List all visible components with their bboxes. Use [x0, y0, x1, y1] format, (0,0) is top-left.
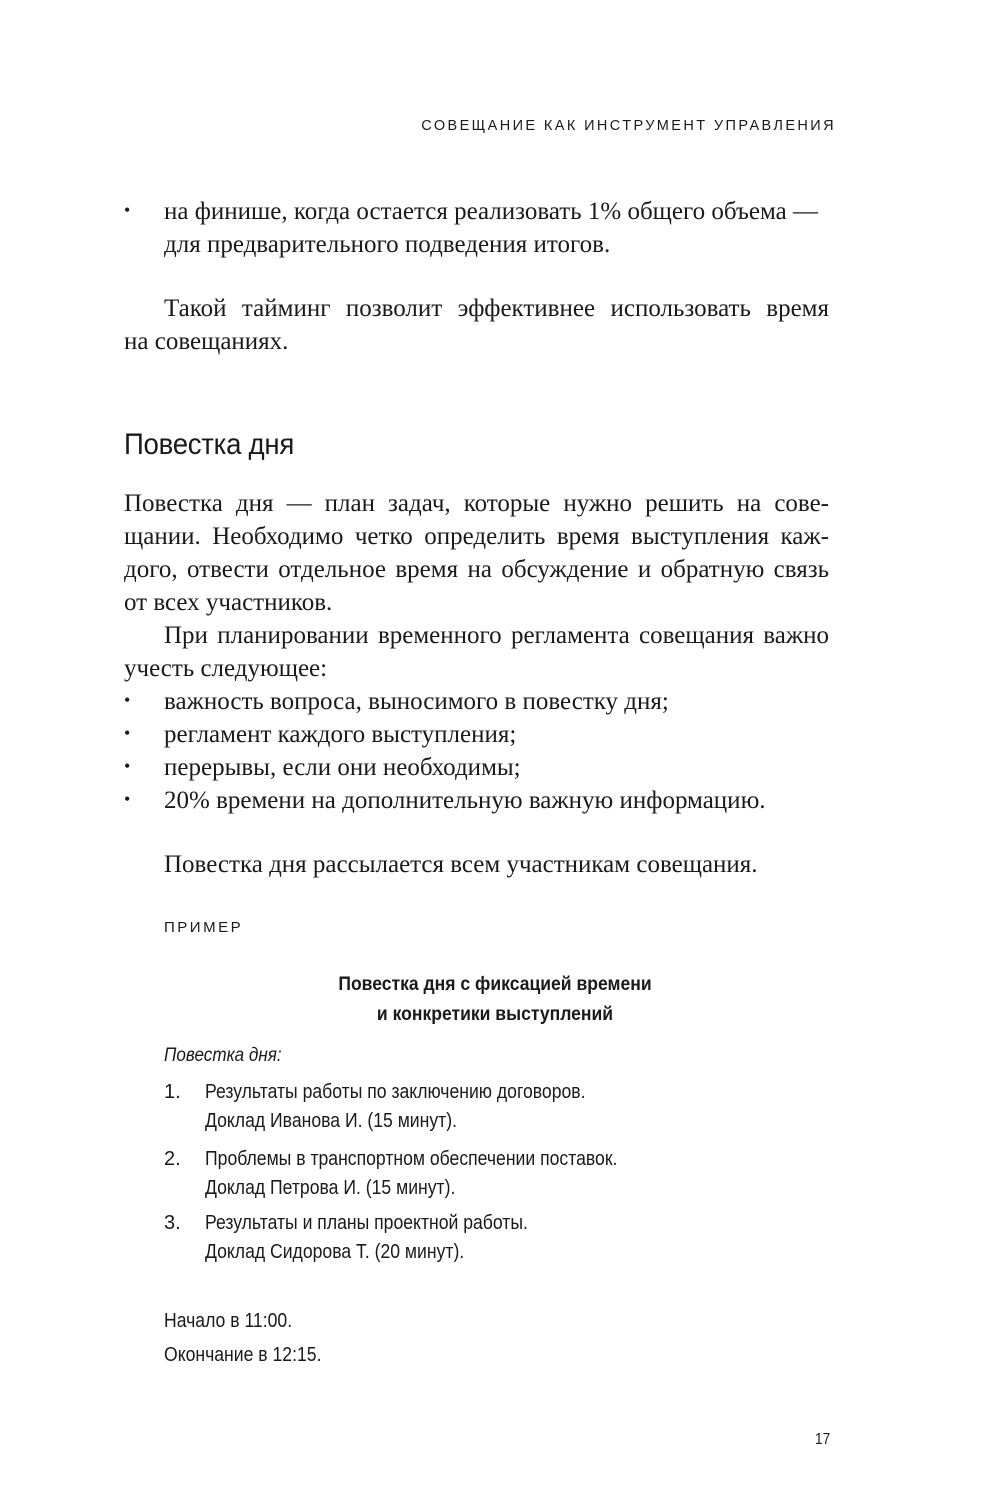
bullet-marker: • — [124, 789, 131, 809]
paragraph-line: Такой тайминг позволит эффективнее использовать время — [164, 295, 829, 322]
paragraph-line: от всех участников. — [124, 589, 333, 616]
bullet-item: перерывы, если они необходимы; — [164, 754, 521, 781]
agenda-item-number: 1. — [164, 1081, 181, 1103]
agenda-item-number: 2. — [164, 1148, 181, 1170]
bullet-marker: • — [124, 756, 131, 776]
bullet-marker: • — [124, 690, 131, 710]
paragraph-line: Повестка дня — план задач, которые нужно решить на сове- — [124, 490, 829, 517]
example-label: ПРИМЕР — [164, 919, 244, 936]
bullet-text-line: на финише, когда остается реализовать 1% общего объема — — [164, 198, 819, 225]
agenda-item-topic: Проблемы в транспортном обеспечении поставок. — [205, 1148, 618, 1170]
paragraph-line: учесть следующее: — [124, 655, 328, 682]
agenda-item-topic: Результаты работы по заключению договоров. — [205, 1081, 586, 1103]
paragraph-line: дого, отвести отдельное время на обсуждение и обратную связь — [124, 556, 829, 583]
example-title-line: и конкретики выступлений — [376, 1003, 614, 1025]
bullet-marker: • — [124, 723, 131, 743]
page-number: 17 — [815, 1431, 831, 1448]
closing-paragraph: Повестка дня рассылается всем участникам совещания. — [164, 851, 758, 878]
bullet-item: важность вопроса, выносимого в повестку дня; — [164, 688, 669, 715]
agenda-item-topic: Результаты и планы проектной работы. — [205, 1212, 528, 1234]
agenda-item-number: 3. — [164, 1212, 181, 1234]
running-head: СОВЕЩАНИЕ КАК ИНСТРУМЕНТ УПРАВЛЕНИЯ — [421, 118, 836, 134]
paragraph-line: на совещаниях. — [124, 328, 289, 355]
bullet-item: 20% времени на дополнительную важную информацию. — [164, 787, 766, 814]
agenda-item-speaker: Доклад Петрова И. (15 минут). — [205, 1177, 456, 1199]
example-title-line: Повестка дня с фиксацией времени — [338, 973, 652, 995]
meeting-end: Окончание в 12:15. — [164, 1344, 322, 1366]
agenda-item-speaker: Доклад Сидорова Т. (20 минут). — [205, 1241, 465, 1263]
paragraph-line: При планировании временного регламента совещания важно — [164, 622, 829, 649]
bullet-item: регламент каждого выступления; — [164, 721, 517, 748]
section-heading: Повестка дня — [124, 428, 295, 461]
bullet-text-line: для предварительного подведения итогов. — [164, 231, 611, 258]
agenda-label: Повестка дня: — [164, 1045, 282, 1066]
bullet-marker: • — [124, 200, 131, 220]
agenda-item-speaker: Доклад Иванова И. (15 минут). — [205, 1110, 457, 1132]
paragraph-line: щании. Необходимо четко определить время выступления каж- — [124, 523, 829, 550]
meeting-start: Начало в 11:00. — [164, 1310, 293, 1332]
